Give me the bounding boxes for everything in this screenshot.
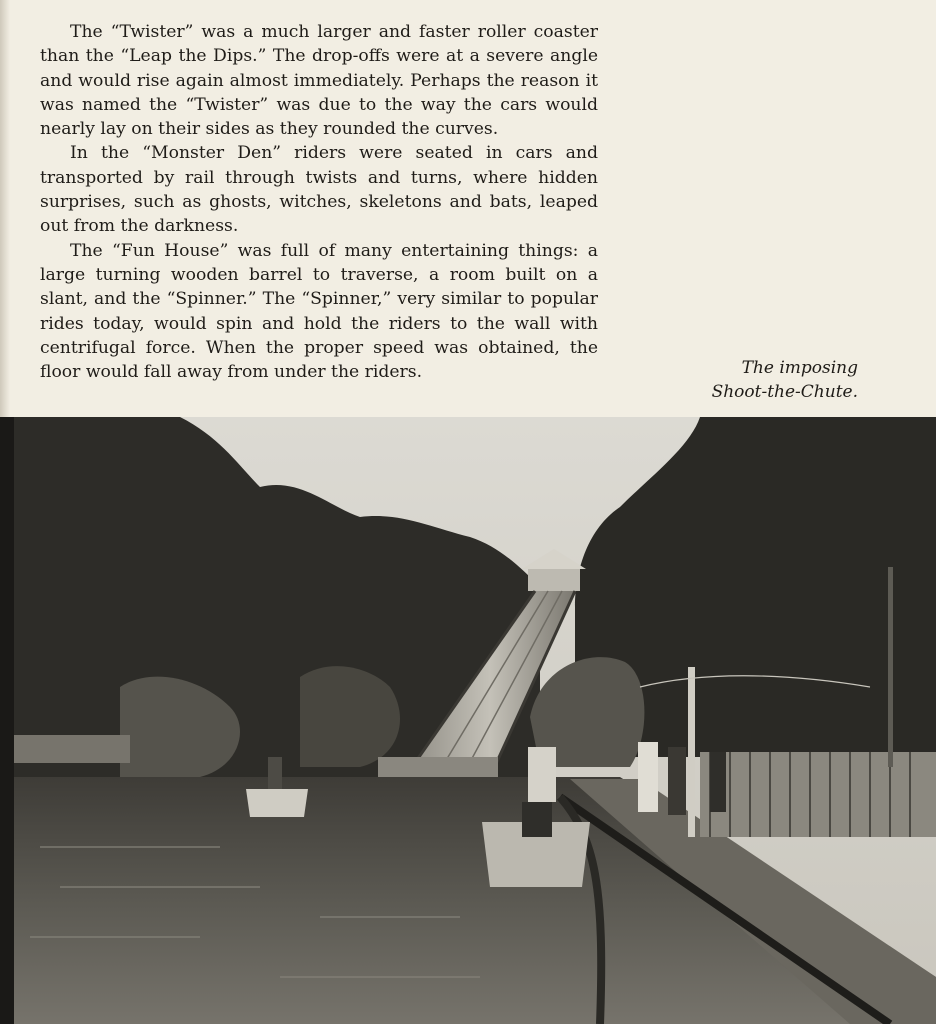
boat-left (246, 789, 308, 817)
shoot-the-chute-photo (0, 417, 936, 1024)
left-fence (0, 735, 130, 763)
chute-tower (528, 569, 580, 591)
paragraph-monster-den: In the “Monster Den” riders were seated in cars and transported by rail through twists and turns, where hidden surprises, such as ghosts, witches, skeletons and bats, leaped out from the darkness. (40, 143, 598, 237)
caption-line-1: The imposing (741, 358, 858, 378)
right-fence (700, 752, 936, 837)
person-walkway-3 (710, 752, 726, 812)
photo-caption (658, 356, 858, 404)
paragraph-twister: The “Twister” was a much larger and faster roller coaster than the “Leap the Dips.” The drop-offs were at a severe angle and would rise again almost immediately. Perhaps the reason it was named the “Twister” was due to the way the cars would nearly lay on their sides as they rounded the curves. (40, 22, 598, 140)
standing-attendant (528, 747, 556, 802)
boat-left-rider (268, 757, 282, 789)
body-text (40, 20, 598, 384)
caption-line-2: Shoot-the-Chute. (711, 382, 858, 402)
page-spine-shadow (0, 0, 10, 420)
paragraph-fun-house: The “Fun House” was full of many entertaining things: a large turning wooden barrel to traverse, a room built on a slant, and the “Spinner.” The “Spinner,” very similar to popular rides today, would spin and hold the riders to the wall with centrifugal force. When the proper speed was obtained, the floor would fall away from under the riders. (40, 240, 598, 383)
utility-pole (888, 567, 893, 767)
person-walkway-1 (638, 742, 658, 812)
person-walkway-2 (668, 747, 686, 815)
photo-left-edge (0, 417, 14, 1024)
boat-center-rider (522, 802, 552, 837)
photo-illustration (0, 417, 936, 1024)
light-pole (688, 667, 695, 837)
